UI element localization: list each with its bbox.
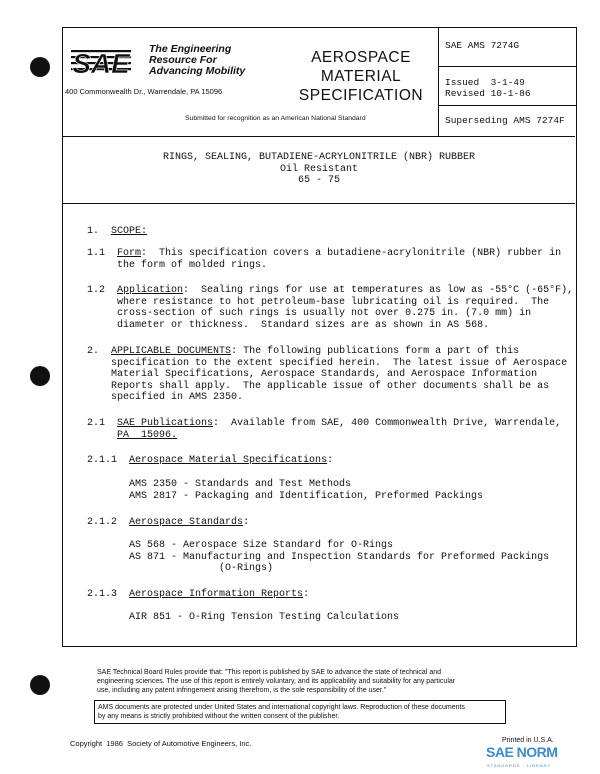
section-label: Form — [117, 248, 142, 259]
section-number: 1.1 — [87, 248, 106, 259]
document-frame — [62, 27, 577, 647]
section-number: 2.1.2 — [87, 517, 118, 528]
section-text: : Sealing rings for use at temperatures as low as -55°C (-65°F), — [183, 285, 574, 296]
document-type — [291, 48, 431, 105]
section-number: 2.1.3 — [87, 589, 118, 600]
section-text: : This specification covers a butadiene-acrylonitrile (NBR) rubber in — [141, 248, 562, 259]
colon: : — [243, 517, 250, 528]
punch-hole-middle — [30, 366, 50, 386]
superseding: Superseding AMS 7274F — [445, 115, 565, 126]
svg-text:SAE: SAE — [72, 48, 130, 79]
tagline-line: Advancing Mobility — [149, 65, 246, 77]
printed-in: Printed in U.S.A. — [502, 737, 554, 744]
doc-type-line: MATERIAL — [320, 68, 402, 85]
section-text: specification to the extent specified herein. The latest issue of Aerospace — [111, 357, 568, 369]
section-number: 2.1 — [87, 418, 106, 429]
title-line: RINGS, SEALING, BUTADIENE-ACRYLONITRILE (NBR) RUBBER — [162, 152, 476, 163]
doc-number: SAE AMS 7274G — [445, 40, 520, 51]
section-2-1-1 — [87, 455, 333, 467]
section-2 — [87, 346, 567, 404]
rights-line: by any means is strictly prohibited without the written consent of the publisher. — [98, 713, 340, 720]
title-divider — [63, 203, 575, 204]
section-2-1-1-items — [129, 479, 483, 502]
watermark-logo: SAE NORM — [486, 744, 558, 760]
header-right — [438, 28, 577, 136]
list-item: AMS 2350 - Standards and Test Methods — [129, 479, 352, 490]
section-1-heading — [87, 226, 147, 238]
list-item: AMS 2817 - Packaging and Identification, Preformed Packings — [129, 490, 484, 502]
list-item: AIR 851 - O-Ring Tension Testing Calculations — [129, 612, 400, 623]
tagline-line: The Engineering — [149, 43, 232, 55]
section-text: Material Specifications, Aerospace Standards, and Aerospace Information — [111, 369, 538, 380]
section-text: : Available from SAE, 400 Commonwealth Drive, Warrendale, — [213, 418, 562, 429]
header-left — [63, 28, 438, 136]
sae-tagline — [149, 44, 245, 77]
section-label: APPLICABLE DOCUMENTS — [111, 346, 232, 357]
section-title: SCOPE: — [111, 226, 148, 237]
section-1-1 — [87, 248, 561, 271]
revised-date: Revised 10-1-86 — [445, 88, 531, 99]
section-text: specified in AMS 2350. — [111, 392, 244, 403]
section-label: Aerospace Material Specifications — [129, 455, 328, 466]
rights-line: AMS documents are protected under United States and international copyright laws. Reproduction of these documents — [98, 704, 465, 711]
section-text: : The following publications form a part of this — [231, 346, 520, 357]
section-2-1-3 — [87, 589, 309, 601]
section-number: 1.2 — [87, 285, 106, 296]
list-item: AS 871 - Manufacturing and Inspection Standards for Preformed Packings — [129, 551, 550, 563]
board-rules-notice — [97, 668, 547, 695]
doc-type-line: SPECIFICATION — [298, 87, 424, 104]
section-text: cross-section of such rings is usually not over 0.275 in. (7.0 mm) in — [117, 308, 532, 319]
doc-number-cell — [439, 28, 577, 67]
section-2-1-2 — [87, 517, 249, 529]
punch-hole-top — [30, 57, 50, 77]
title-line: Oil Resistant — [279, 163, 358, 175]
section-2-1-2-items — [129, 540, 549, 575]
section-1-2 — [87, 285, 573, 331]
section-text: the form of molded rings. — [117, 259, 268, 271]
section-text: Reports shall apply. The applicable issue of other documents shall be as — [111, 380, 550, 392]
section-text: where resistance to hot petroleum-base lubricating oil is required. The — [117, 296, 550, 308]
sae-logo — [71, 42, 131, 82]
list-item: AS 568 - Aerospace Size Standard for O-Rings — [129, 540, 394, 551]
section-label: Application — [117, 285, 184, 296]
colon: : — [327, 455, 334, 466]
section-number: 1. — [87, 226, 100, 237]
sae-address: 400 Commonwealth Dr., Warrendale, PA 15096 — [65, 87, 223, 96]
tagline-line: Resource For — [149, 54, 217, 66]
section-label: Aerospace Standards — [129, 517, 244, 528]
section-number: 2. — [87, 346, 100, 357]
notice-line: engineering sciences. The use of this report is entirely voluntary, and its applicability and suitability for any particular — [97, 678, 456, 685]
watermark-subtext: STANDARDS · LIBRARY — [487, 763, 551, 768]
document-title — [63, 152, 575, 187]
doc-type-line: AEROSPACE — [311, 49, 411, 66]
section-text: PA 15096. — [117, 429, 178, 441]
copyright-line: Copyright 1986 Society of Automotive Engineers, Inc. — [70, 739, 252, 748]
section-label: SAE Publications — [117, 418, 214, 429]
title-line: 65 - 75 — [297, 175, 340, 186]
punch-hole-bottom — [30, 675, 50, 695]
copyright-notice-box — [94, 700, 506, 724]
section-text: diameter or thickness. Standard sizes are as shown in AS 568. — [117, 319, 490, 331]
superseding-cell — [439, 106, 577, 136]
notice-line: SAE Technical Board Rules provide that: "This report is published by SAE to advance the state of technical and — [97, 669, 441, 676]
section-2-1 — [87, 418, 561, 441]
submitted-note: Submitted for recognition as an American National Standard — [185, 115, 366, 122]
issued-date: Issued 3-1-49 — [445, 77, 525, 88]
notice-line: use, including any patent infringement arising therefrom, is the sole responsibility of the user." — [97, 687, 387, 694]
section-number: 2.1.1 — [87, 455, 118, 466]
colon: : — [303, 589, 310, 600]
section-2-1-3-items — [129, 612, 399, 624]
list-item: (O-Rings) — [219, 563, 274, 574]
dates-cell — [439, 67, 577, 106]
header-divider — [63, 136, 575, 137]
section-label: Aerospace Information Reports — [129, 589, 304, 600]
